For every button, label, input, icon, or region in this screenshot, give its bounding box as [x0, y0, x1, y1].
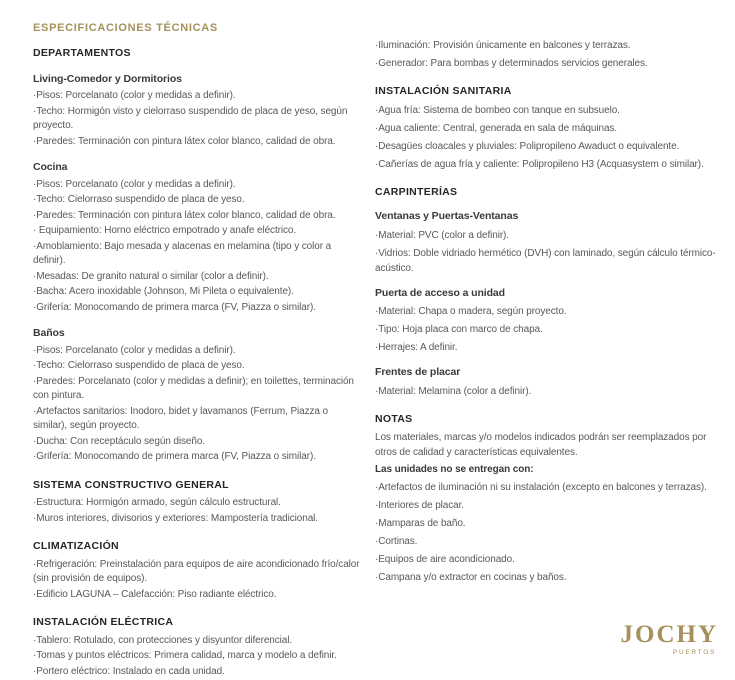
spec-item: ·Techo: Hormigón visto y cielorraso suspendido de placa de yeso, según proyecto. — [33, 105, 348, 131]
spec-item: ·Artefactos sanitarios: Inodoro, bidet y lavamanos (Ferrum, Piazza o similar), según proyecto. — [33, 405, 328, 431]
spec-item: ·Edificio LAGUNA – Calefacción: Piso radiante eléctrico. — [33, 588, 277, 600]
spec-item: ·Techo: Cielorraso suspendido de placa de yeso. — [33, 360, 245, 371]
section-heading: DEPARTAMENTOS — [33, 47, 131, 59]
spec-item: ·Generador: Para bombas y determinados servicios generales. — [375, 58, 648, 69]
spec-item: ·Material: PVC (color a definir). — [375, 229, 509, 241]
section-heading: INSTALACIÓN ELÉCTRICA — [33, 616, 174, 628]
spec-item: ·Agua caliente: Central, generada en sala de máquinas. — [375, 122, 617, 134]
brand-logo — [621, 622, 719, 656]
spec-item: ·Paredes: Porcelanato (color y medidas a definir); en toilettes, terminación con pintura. — [33, 375, 354, 401]
bold-line: Las unidades no se entregan con: — [375, 464, 534, 475]
note-text: Los materiales, marcas y/o modelos indicados podrán ser reemplazados por otros de calidad y características equivalentes. — [375, 432, 707, 458]
brand-name: JOCHY — [620, 621, 718, 648]
section-heading: NOTAS — [375, 412, 413, 425]
subsection-heading: Frentes de placar — [375, 366, 461, 378]
spec-item: ·Cortinas. — [375, 535, 418, 547]
spec-item: ·Vidrios: Doble vidriado hermético (DVH) con laminado, según cálculo térmico-acústico. — [375, 247, 716, 274]
spec-item: ·Refrigeración: Preinstalación para equipos de aire acondicionado frío/calor (sin provisión de equipos). — [33, 558, 360, 584]
spec-item: ·Muros interiores, divisorios y exteriores: Mampostería tradicional. — [33, 512, 318, 524]
section-heading: CLIMATIZACIÓN — [33, 540, 119, 552]
spec-item: ·Grifería: Monocomando de primera marca (FV, Piazza o similar). — [33, 451, 316, 462]
spec-item: ·Agua fría: Sistema de bombeo con tanque en subsuelo. — [375, 104, 620, 116]
spec-item: ·Techo: Cielorraso suspendido de placa de yeso. — [33, 194, 245, 205]
column-right — [375, 38, 728, 588]
spec-item: ·Material: Chapa o madera, según proyecto. — [375, 306, 567, 317]
subsection-heading: Living-Comedor y Dormitorios — [33, 72, 182, 85]
page-title: ESPECIFICACIONES TÉCNICAS — [33, 22, 218, 34]
subsection-heading: Cocina — [33, 161, 68, 173]
spec-item: ·Pisos: Porcelanato (color y medidas a definir). — [33, 90, 236, 101]
spec-item: ·Desagües cloacales y pluviales: Polipropileno Awaduct o equivalente. — [375, 140, 680, 152]
column-left — [33, 38, 375, 680]
spec-item: · Equipamiento: Horno eléctrico empotrado y anafe eléctrico. — [33, 225, 297, 236]
spec-item: ·Amoblamiento: Bajo mesada y alacenas en melamina (tipo y color a definir). — [33, 240, 332, 266]
spec-item: ·Material: Melamina (color a definir). — [375, 385, 532, 397]
spec-item: ·Iluminación: Provisión únicamente en balcones y terrazas. — [375, 40, 631, 51]
spec-item: ·Campana y/o extractor en cocinas y baños. — [375, 571, 567, 583]
subsection-heading: Baños — [33, 327, 65, 339]
spec-item: ·Artefactos de iluminación ni su instalación (excepto en balcones y terrazas). — [375, 481, 707, 493]
spec-item: ·Paredes: Terminación con pintura látex color blanco, calidad de obra. — [33, 135, 336, 147]
spec-item: ·Mamparas de baño. — [375, 517, 466, 529]
spec-item: ·Bacha: Acero inoxidable (Johnson, Mi Pileta o equivalente). — [33, 286, 294, 297]
spec-item: ·Grifería: Monocomando de primera marca (FV, Piazza o similar). — [33, 301, 316, 313]
spec-item: ·Tomas y puntos eléctricos: Primera calidad, marca y modelo a definir. — [33, 650, 337, 661]
subsection-heading: Ventanas y Puertas-Ventanas — [375, 210, 519, 222]
subsection-heading: Puerta de acceso a unidad — [375, 286, 505, 299]
spec-item: ·Pisos: Porcelanato (color y medidas a definir). — [33, 344, 236, 356]
spec-item: ·Tablero: Rotulado, con protecciones y disyuntor diferencial. — [33, 634, 293, 646]
spec-item: ·Interiores de placar. — [375, 499, 464, 511]
spec-item: ·Cañerías de agua fría y caliente: Polipropileno H3 (Acquasystem o similar). — [375, 158, 704, 170]
section-heading: CARPINTERÍAS — [375, 185, 458, 198]
spec-item: ·Ducha: Con receptáculo según diseño. — [33, 435, 205, 447]
spec-item: ·Paredes: Terminación con pintura látex color blanco, calidad de obra. — [33, 209, 336, 221]
spec-columns — [33, 38, 735, 680]
brand-tagline: PUERTOS — [672, 649, 716, 656]
spec-item: ·Mesadas: De granito natural o similar (color a definir). — [33, 270, 269, 282]
spec-item: ·Estructura: Hormigón armado, según cálculo estructural. — [33, 497, 281, 508]
section-heading: INSTALACIÓN SANITARIA — [375, 85, 512, 97]
spec-item: ·Equipos de aire acondicionado. — [375, 553, 515, 565]
spec-item: ·Tipo: Hoja placa con marco de chapa. — [375, 324, 543, 335]
section-heading: SISTEMA CONSTRUCTIVO GENERAL — [33, 478, 229, 491]
spec-item: ·Portero eléctrico: Instalado en cada unidad. — [33, 665, 225, 677]
spec-item: ·Pisos: Porcelanato (color y medidas a definir). — [33, 178, 236, 190]
spec-item: ·Herrajes: A definir. — [375, 342, 458, 353]
